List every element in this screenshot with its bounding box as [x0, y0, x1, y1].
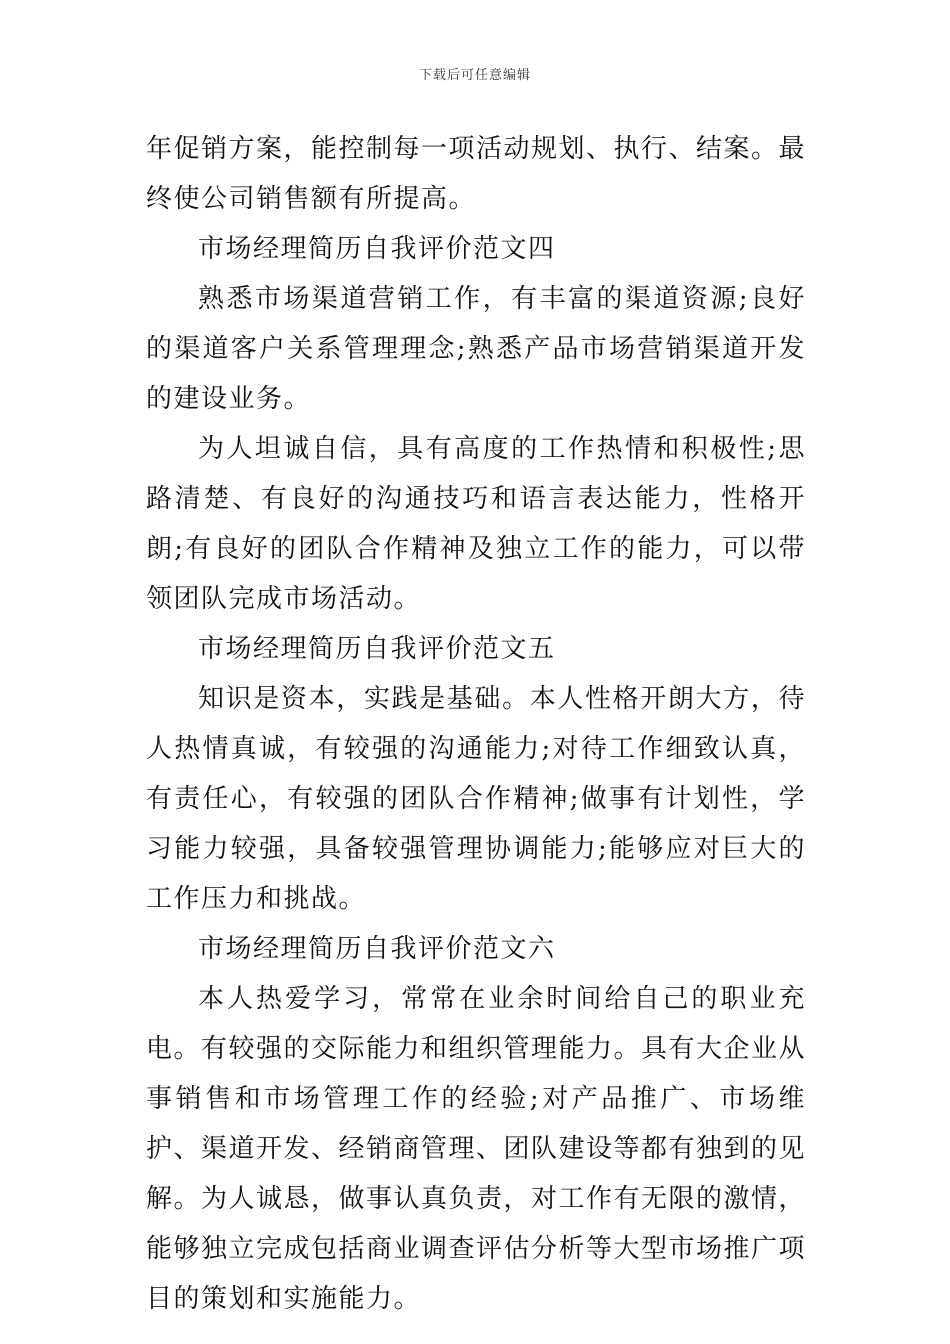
paragraph: 知识是资本，实践是基础。本人性格开朗大方，待人热情真诚，有较强的沟通能力;对待工作细致认真，有责任心，有较强的团队合作精神;做事有计划性，学习能力较强，具备较强管理协调能力;能够应对巨大的工作压力和挑战。 — [146, 684, 806, 914]
paragraph: 为人坦诚自信，具有高度的工作热情和积极性;思路清楚、有良好的沟通技巧和语言表达能力，性格开朗;有良好的团队合作精神及独立工作的能力，可以带领团队完成市场活动。 — [146, 434, 806, 614]
section-heading-5: 市场经理简历自我评价范文五 — [198, 634, 556, 664]
page-header-note: 下载后可任意编辑 — [418, 68, 531, 83]
section-heading-6: 市场经理简历自我评价范文六 — [198, 934, 556, 964]
paragraph: 本人热爱学习，常常在业余时间给自己的职业充电。有较强的交际能力和组织管理能力。具有大企业从事销售和市场管理工作的经验;对产品推广、市场维护、渠道开发、经销商管理、团队建设等都有独到的见解。为人诚恳，做事认真负责，对工作有无限的激情，能够独立完成包括商业调查评估分析等大型市场推广项目的策划和实施能力。 — [146, 984, 807, 1314]
document-body — [146, 124, 806, 1324]
paragraph-continued: 年促销方案，能控制每一项活动规划、执行、结案。最终使公司销售额有所提高。 — [146, 134, 807, 214]
section-heading-4: 市场经理简历自我评价范文四 — [198, 234, 556, 264]
paragraph: 熟悉市场渠道营销工作，有丰富的渠道资源;良好的渠道客户关系管理理念;熟悉产品市场营销渠道开发的建设业务。 — [146, 284, 806, 414]
